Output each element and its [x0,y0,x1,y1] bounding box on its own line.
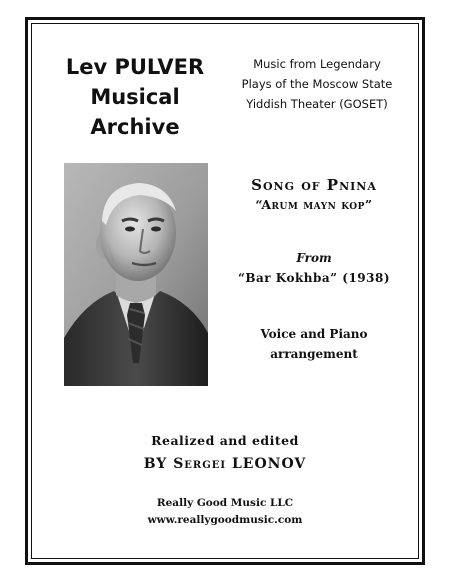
song-alternate-title: “Arum mayn kop” [255,197,373,212]
archive-title-line-1: Lev PULVER [65,55,205,79]
publisher-name: Really Good Music LLC [156,497,294,509]
archive-title-line-3: Archive [90,115,180,139]
editor-last-name: LEONOV [231,456,307,472]
editor-credit [90,456,360,472]
editor-first-name: Sergei [173,456,227,472]
arrangement-line-2: arrangement [270,347,358,361]
subtitle-line-1: Music from Legendary [253,57,381,71]
subtitle-line-3: Yiddish Theater (GOSET) [246,97,388,111]
composer-portrait [64,163,208,386]
archive-title [50,52,220,142]
publisher-website[interactable]: www.reallygoodmusic.com [147,514,303,526]
source-play: “Bar Kokhba” (1938) [237,271,391,285]
archive-title-line-2: Musical [90,85,180,109]
song-title: Song of Pnina [251,176,377,194]
editor-by: BY [143,456,168,472]
portrait-photo-icon [64,163,208,386]
arrangement-line-1: Voice and Piano [260,327,368,341]
archive-subtitle [222,54,412,114]
from-label: From [296,251,332,265]
subtitle-line-2: Plays of the Moscow State [241,77,393,91]
realized-credit: Realized and edited [151,433,299,448]
arrangement-note [216,324,412,364]
